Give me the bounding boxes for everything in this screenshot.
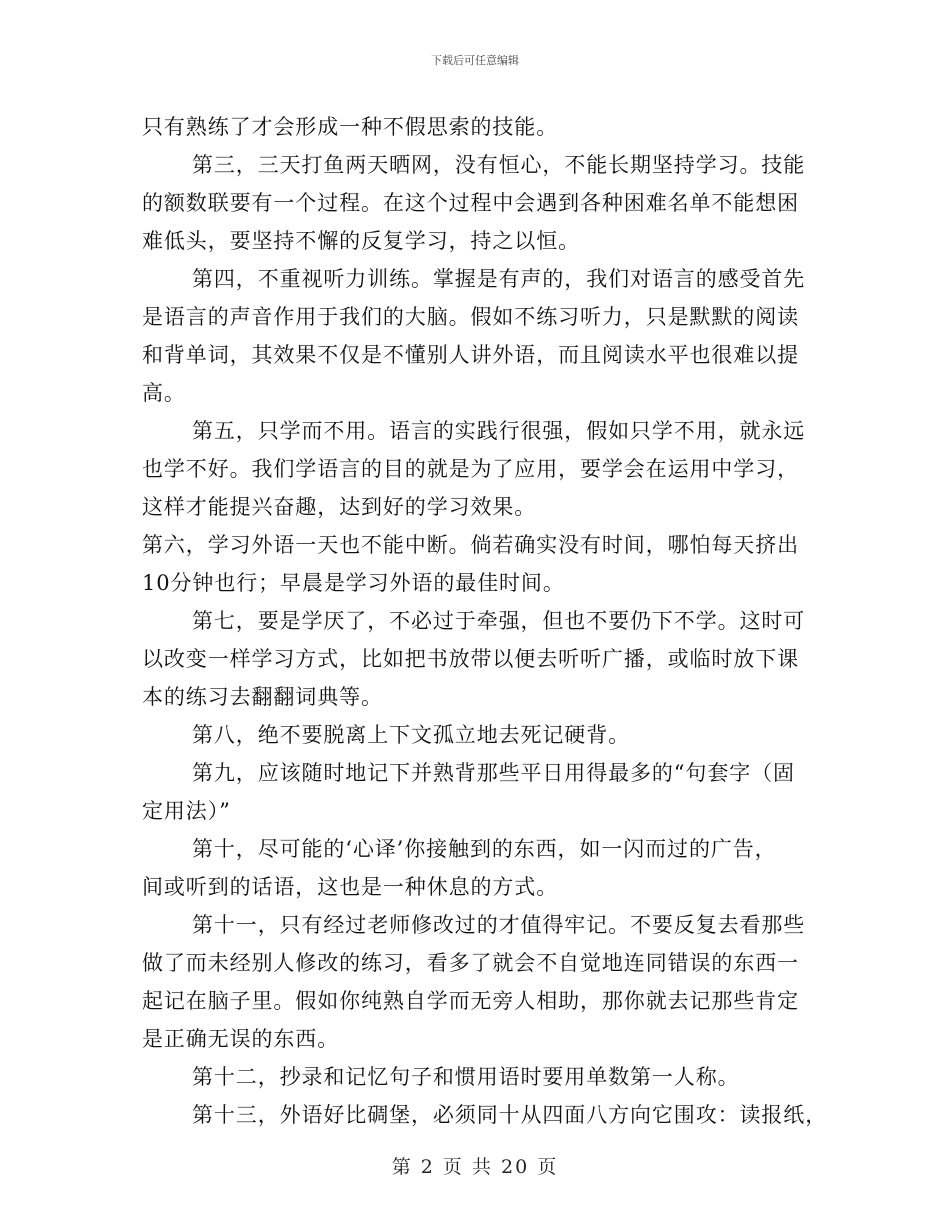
text-line: 第四，不重视听力训练。掌握是有声的，我们对语言的感受首先 [192, 267, 806, 291]
text-line: 第十二，抄录和记忆句子和惯用语时要用单数第一人称。 [192, 1065, 740, 1089]
text-line: 这样才能提兴奋趣，达到好的学习效果。 [142, 495, 537, 519]
text-line: 间或听到的话语，这也是一种休息的方式。 [142, 875, 559, 899]
text-line: 第六，学习外语一天也不能中断。倘若确实没有时间，哪怕每天挤出 [142, 533, 799, 557]
text-line: 第七，要是学厌了，不必过于牵强，但也不要仍下不学。这时可 [192, 609, 806, 633]
text-line: 第九，应该随时地记下并熟背那些平日用得最多的“句套字（固 [192, 761, 795, 785]
text-line: 是语言的声音作用于我们的大脑。假如不练习听力，只是默默的阅读 [142, 305, 799, 329]
text-line: 第八，绝不要脱离上下文孤立地去死记硬背。 [192, 723, 630, 747]
text-line: 第十，尽可能的‘心译’你接触到的东西，如一闪而过的广告， [192, 837, 777, 861]
text-line: 第十三，外语好比碉堡，必须同十从四面八方向它围攻：读报纸， [192, 1103, 828, 1127]
text-line: 第五，只学而不用。语言的实践行很强，假如只学不用，就永远 [192, 419, 806, 443]
page-number: 第 2 页 共 20 页 [391, 1156, 559, 1178]
text-line: 10分钟也行；早晨是学习外语的最佳时间。 [142, 571, 565, 595]
text-line: 也学不好。我们学语言的目的就是为了应用，要学会在运用中学习， [142, 457, 799, 481]
page-header: 下载后可任意编辑 [431, 54, 519, 67]
text-line: 定用法）” [142, 799, 231, 823]
text-line: 高。 [142, 381, 186, 405]
text-line: 第十一，只有经过老师修改过的才值得牢记。不要反复去看那些 [192, 913, 806, 937]
text-line: 起记在脑子里。假如你纯熟自学而无旁人相助，那你就去记那些肯定 [142, 989, 799, 1013]
text-line: 第三，三天打鱼两天晒网，没有恒心，不能长期坚持学习。技能 [192, 153, 806, 177]
text-line: 只有熟练了才会形成一种不假思索的技能。 [142, 115, 559, 139]
text-line: 的额数联要有一个过程。在这个过程中会遇到各种困难名单不能想困 [142, 191, 799, 215]
text-line: 和背单词，其效果不仅是不懂别人讲外语，而且阅读水平也很难以提 [142, 343, 799, 367]
text-line: 是正确无误的东西。 [142, 1027, 340, 1051]
document-body [142, 108, 828, 1134]
text-line: 做了而未经别人修改的练习，看多了就会不自觉地连同错误的东西一 [142, 951, 799, 975]
text-line: 难低头，要坚持不懈的反复学习，持之以恒。 [142, 229, 580, 253]
text-line: 本的练习去翻翻词典等。 [142, 685, 383, 709]
text-line: 以改变一样学习方式，比如把书放带以便去听听广播，或临时放下课 [142, 647, 799, 671]
